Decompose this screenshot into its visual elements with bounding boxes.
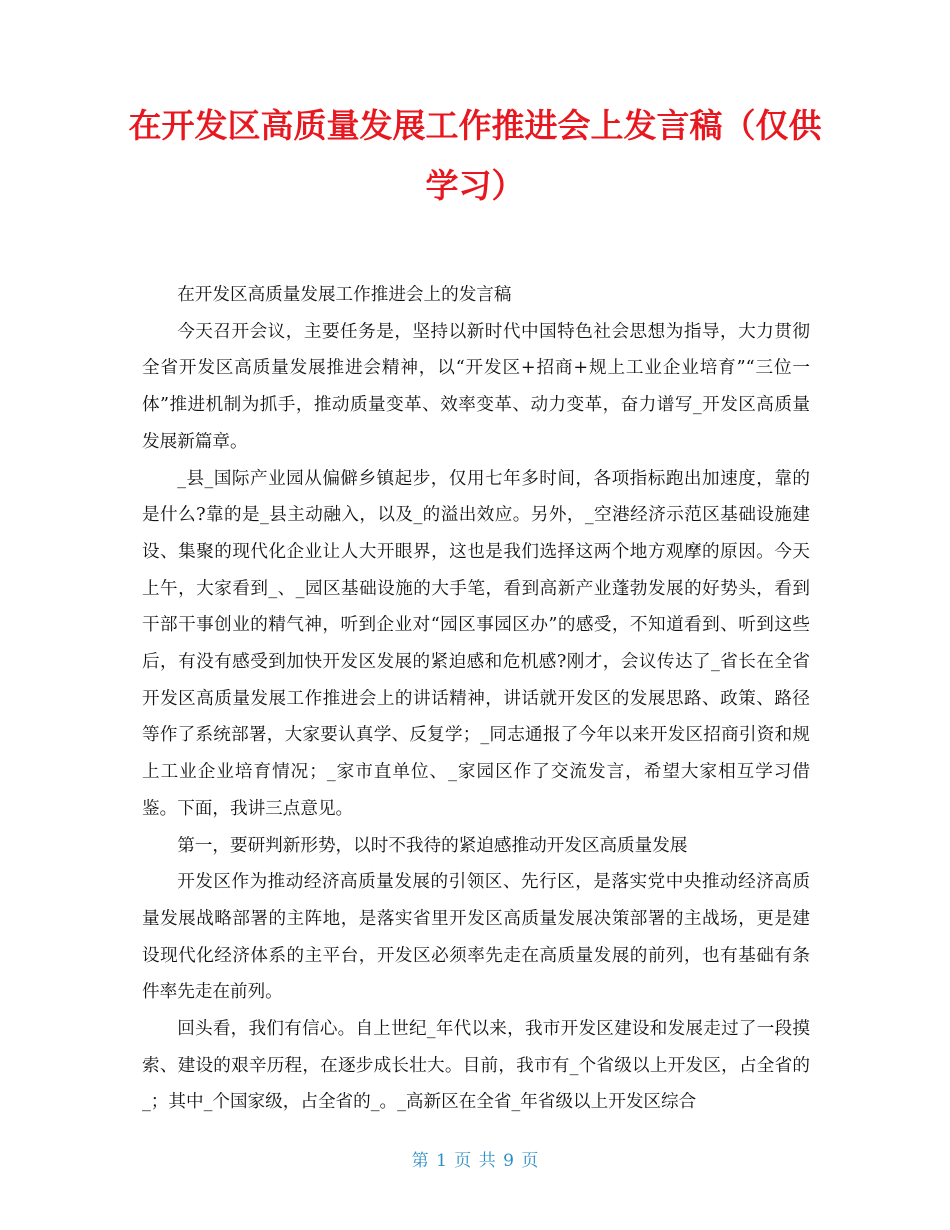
paragraph-review: 回头看，我们有信心。自上世纪_年代以来，我市开发区建设和发展走过了一段摸索、建设的艰辛历程，在逐步成长壮大。目前，我市有_个省级以上开发区，占全省的_；其中_个国家级，占全省的_。_高新区在全省_年省级以上开发区综合 <box>142 1019 810 1113</box>
page-number-footer: 第 1 页 共 9 页 <box>411 1151 539 1171</box>
paragraph-intro: 今天召开会议，主要任务是，坚持以新时代中国特色社会思想为指导，大力贯彻全省开发区高质量发展推进会精神，以“开发区+招商+规上工业企业培育”“三位一体”推进机制为抓手，推动质量变革、效率变革、动力变革，奋力谱写_开发区高质量发展新篇章。 <box>142 321 810 452</box>
section-heading-first: 第一，要研判新形势，以时不我待的紧迫感推动开发区高质量发展 <box>177 835 688 856</box>
paragraph-positioning: 开发区作为推动经济高质量发展的引领区、先行区，是落实党中央推动经济高质量发展战略部署的主阵地，是落实省里开发区高质量发展决策部署的主战场，更是建设现代化经济体系的主平台，开发区必须率先走在高质量发展的前列，也有基础有条件率先走在前列。 <box>142 872 810 1003</box>
document-body <box>142 277 810 1121</box>
paragraph-observation: _县_国际产业园从偏僻乡镇起步，仅用七年多时间，各项指标跑出加速度，靠的是什么?靠的是_县主动融入，以及_的溢出效应。另外，_空港经济示范区基础设施建设、集聚的现代化企业让人大开眼界，这也是我们选择这两个地方观摩的原因。今天上午，大家看到_、_园区基础设施的大手笔，看到高新产业蓬勃发展的好势头，看到干部干事创业的精气神，听到企业对“园区事园区办”的感受，不知道看到、听到这些后，有没有感受到加快开发区发展的紧迫感和危机感?刚才，会议传达了_省长在全省开发区高质量发展工作推进会上的讲话精神，讲话就开发区的发展思路、政策、路径等作了系统部署，大家要认真学、反复学；_同志通报了今年以来开发区招商引资和规上工业企业培育情况；_家市直单位、_家园区作了交流发言，希望大家相互学习借鉴。下面，我讲三点意见。 <box>142 468 810 819</box>
document-title: 在开发区高质量发展工作推进会上发言稿（仅供学习） <box>128 106 822 205</box>
paragraph-subtitle: 在开发区高质量发展工作推进会上的发言稿 <box>177 285 512 305</box>
